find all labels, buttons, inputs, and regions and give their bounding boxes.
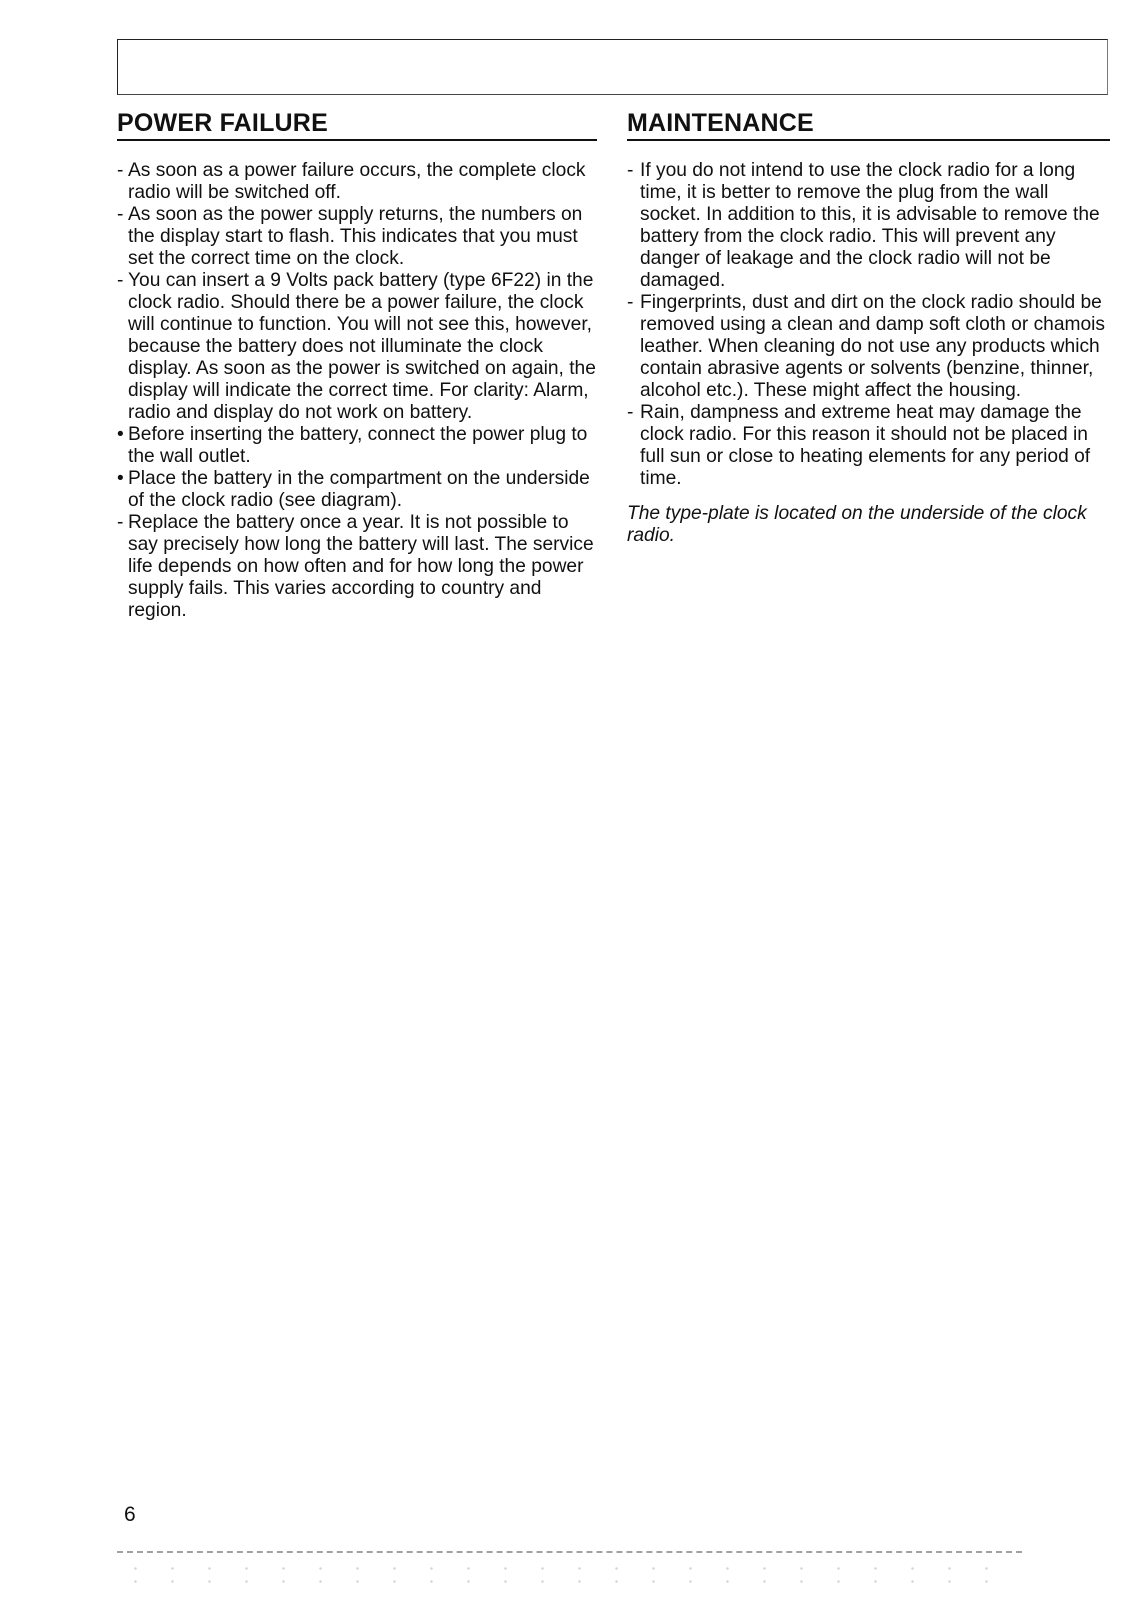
list-item <box>627 402 1110 490</box>
list-item-text: Place the battery in the compartment on the underside of the clock radio (see diagram). <box>128 468 590 511</box>
list-item-text: You can insert a 9 Volts pack battery (type 6F22) in the clock radio. Should there be a power failure, the clock will continue to function. You will not see this, however, because the battery does not illuminate the clock display. As soon as the power is switched on again, the display will indicate the correct time. For clarity: Alarm, radio and display do not work on battery. <box>128 270 596 423</box>
scan-artifact-rule <box>117 1551 1022 1553</box>
scan-artifact-noise <box>117 1562 1022 1592</box>
list-item <box>117 424 597 468</box>
dash-marker: - <box>117 270 124 291</box>
power-failure-title: POWER FAILURE <box>117 108 597 141</box>
maintenance-section <box>627 108 1110 547</box>
power-failure-list <box>117 160 597 622</box>
bullet-marker: • <box>117 424 124 445</box>
page-number: 6 <box>124 1503 136 1526</box>
list-item <box>627 292 1110 402</box>
list-item-text: As soon as the power supply returns, the numbers on the display start to flash. This indicates that you must set the correct time on the clock. <box>128 204 583 269</box>
header-box <box>117 39 1108 95</box>
list-item-text: Replace the battery once a year. It is not possible to say precisely how long the battery will last. The service life depends on how often and for how long the power supply fails. This varies according to country and region. <box>128 512 594 621</box>
list-item <box>117 270 597 424</box>
dash-marker: - <box>117 160 124 181</box>
type-plate-note: The type-plate is located on the underside of the clock radio. <box>627 503 1087 546</box>
list-item-text: As soon as a power failure occurs, the complete clock radio will be switched off. <box>128 160 586 203</box>
maintenance-title: MAINTENANCE <box>627 108 1110 141</box>
list-item <box>117 160 597 204</box>
dash-marker: - <box>627 292 634 313</box>
power-failure-section <box>117 108 597 622</box>
list-item <box>117 204 597 270</box>
bullet-marker: • <box>117 468 124 489</box>
list-item-text: Rain, dampness and extreme heat may damage the clock radio. For this reason it should not be placed in full sun or close to heating elements for any period of time. <box>640 402 1091 489</box>
dash-marker: - <box>117 204 124 225</box>
list-item <box>117 512 597 622</box>
maintenance-list <box>627 160 1110 490</box>
dash-marker: - <box>627 160 634 181</box>
dash-marker: - <box>627 402 634 423</box>
list-item <box>627 160 1110 292</box>
list-item-text: Fingerprints, dust and dirt on the clock radio should be removed using a clean and damp soft cloth or chamois leather. When cleaning do not use any products which contain abrasive agents or solvents (benzine, thinner, alcohol etc.). These might affect the housing. <box>640 292 1106 401</box>
list-item <box>117 468 597 512</box>
dash-marker: - <box>117 512 124 533</box>
list-item-text: If you do not intend to use the clock radio for a long time, it is better to remove the plug from the wall socket. In addition to this, it is advisable to remove the battery from the clock radio. This will prevent any danger of leakage and the clock radio will not be damaged. <box>640 160 1100 291</box>
list-item-text: Before inserting the battery, connect the power plug to the wall outlet. <box>128 424 588 467</box>
